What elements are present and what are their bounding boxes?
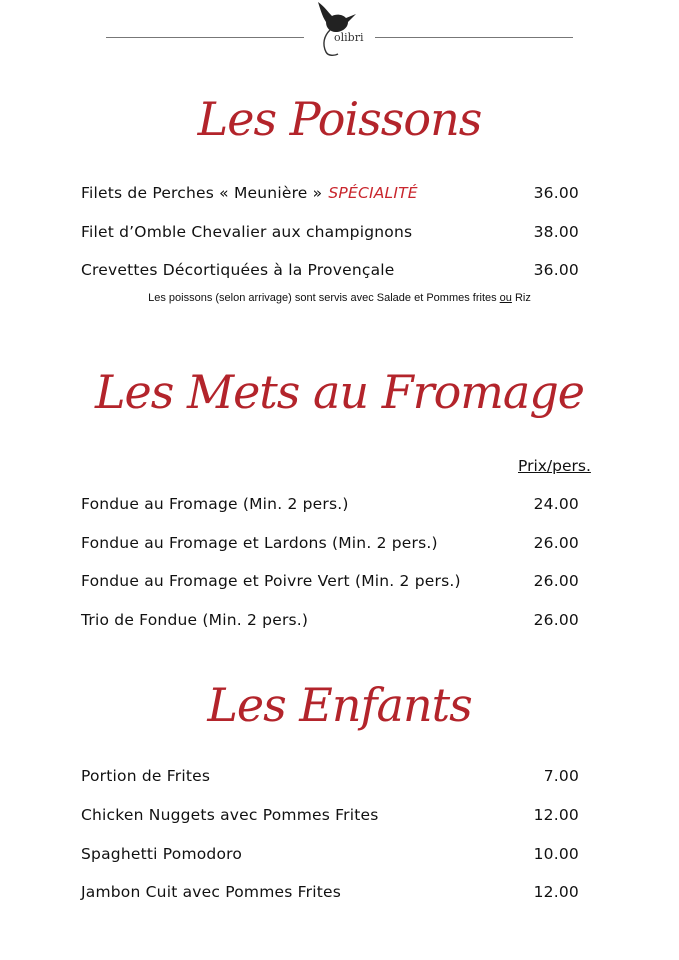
menu-item-price: 7.00: [543, 767, 579, 785]
menu-item-name: Portion de Frites: [81, 767, 211, 785]
menu-item-price: 26.00: [533, 572, 579, 590]
menu-item-name: Jambon Cuit avec Pommes Frites: [81, 883, 342, 901]
menu-item-price: 36.00: [533, 184, 579, 202]
menu-item: [81, 883, 579, 907]
header-rule-left: [106, 37, 304, 38]
menu-item: [81, 767, 579, 791]
hummingbird-icon: [312, 0, 368, 58]
menu-item: [81, 534, 579, 558]
menu-item-price: 12.00: [533, 883, 579, 901]
section-title-enfants: Les Enfants: [207, 678, 472, 732]
menu-item: [81, 184, 579, 208]
menu-item: [81, 495, 579, 519]
menu-item: [81, 611, 579, 635]
menu-item: [81, 572, 579, 596]
menu-item: [81, 223, 579, 247]
menu-item-name: Crevettes Décortiquées à la Provençale: [81, 261, 395, 279]
price-per-person-header: Prix/pers.: [518, 457, 591, 475]
menu-item: [81, 261, 579, 285]
menu-item: [81, 845, 579, 869]
menu-item-name: Spaghetti Pomodoro: [81, 845, 243, 863]
special-tag: SPÉCIALITÉ: [328, 184, 418, 202]
menu-item-price: 26.00: [533, 534, 579, 552]
menu-item-name: Chicken Nuggets avec Pommes Frites: [81, 806, 379, 824]
menu-item-name: Filet d’Omble Chevalier aux champignons: [81, 223, 413, 241]
menu-item: [81, 806, 579, 830]
menu-item-price: 26.00: [533, 611, 579, 629]
poissons-note: Les poissons (selon arrivage) sont servis avec Salade et Pommes frites ou Riz: [148, 292, 531, 304]
menu-item-name: Fondue au Fromage (Min. 2 pers.): [81, 495, 349, 513]
section-title-poissons: Les Poissons: [197, 92, 482, 146]
menu-item-price: 38.00: [533, 223, 579, 241]
header: [0, 0, 679, 60]
menu-item-name: Filets de Perches « Meunière » SPÉCIALITÉ: [81, 184, 418, 202]
menu-item-name: Fondue au Fromage et Poivre Vert (Min. 2 pers.): [81, 572, 461, 590]
menu-item-price: 24.00: [533, 495, 579, 513]
logo-text: olibri: [334, 31, 364, 44]
colibri-logo: [312, 0, 368, 58]
menu-item-price: 36.00: [533, 261, 579, 279]
header-rule-right: [375, 37, 573, 38]
section-title-fromage: Les Mets au Fromage: [94, 365, 585, 419]
menu-item-price: 10.00: [533, 845, 579, 863]
menu-item-name: Trio de Fondue (Min. 2 pers.): [81, 611, 309, 629]
menu-item-price: 12.00: [533, 806, 579, 824]
menu-item-name: Fondue au Fromage et Lardons (Min. 2 pers.): [81, 534, 438, 552]
